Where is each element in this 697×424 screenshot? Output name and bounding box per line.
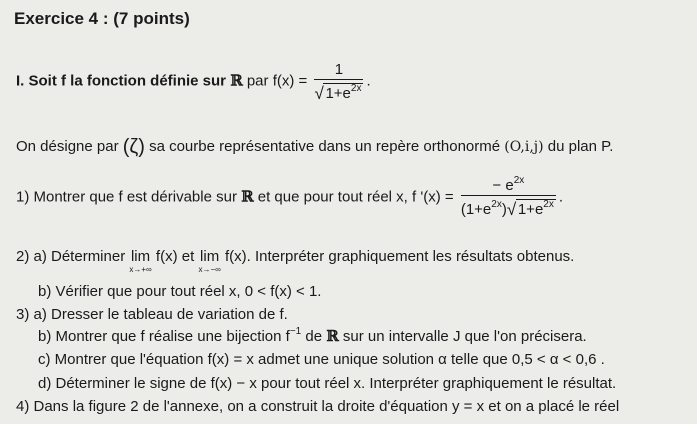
question-3b: b) Montrer que f réalise une bijection $f^{-1}$ de ℝ sur un intervalle J que l'on précisera. xyxy=(38,326,587,345)
real-set-symbol: ℝ xyxy=(326,327,339,345)
question-2a: 2) a) Déterminer lim x→+∞ f(x) et lim x→−∞ f(x). Interpréter graphiquement les résultats obtenus. xyxy=(16,248,575,274)
limit-minus-infinity: lim x→−∞ xyxy=(198,248,221,274)
limit-plus-infinity: lim x→+∞ xyxy=(129,248,152,274)
curve-symbol: (ζ) xyxy=(122,136,145,158)
question-2b: b) Vérifier que pour tout réel x, 0 < f(x) < 1. xyxy=(38,283,322,300)
question-1: 1) Montrer que f est dérivable sur ℝ et que pour tout réel x, f '(x) = − $e^{2x}$ $(1+e^{2x})$ √ $1+e^{2x}$ . xyxy=(16,175,564,219)
question-3a: 3) a) Dresser le tableau de variation de f. xyxy=(16,306,288,323)
question-3c: c) Montrer que l'équation f(x) = x admet une unique solution α telle que 0,5 < α < 0,6 . xyxy=(38,351,605,368)
real-set-symbol: ℝ xyxy=(241,187,254,206)
question-3d: d) Déterminer le signe de f(x) − x pour tout réel x. Interpréter graphiquement le résultat. xyxy=(38,375,617,392)
frame-notation: (O,i,j) xyxy=(504,139,544,155)
curve-statement: On désigne par (ζ) sa courbe représentative dans un repère orthonormé (O,i,j) du plan P. xyxy=(16,136,614,158)
real-set-symbol: ℝ xyxy=(230,71,243,90)
derivative-fraction: − $e^{2x}$ $(1+e^{2x})$ √ $1+e^{2x}$ xyxy=(460,175,554,219)
function-definition: I. Soit f la fonction définie sur ℝ par f(x) = 1 √ $1+e^{2x}$ . xyxy=(16,61,371,103)
function-fraction: 1 √ $1+e^{2x}$ xyxy=(314,61,362,103)
question-4: 4) Dans la figure 2 de l'annexe, on a construit la droite d'équation y = x et on a placé le réel xyxy=(16,398,620,415)
exercise-title: Exercice 4 : (7 points) xyxy=(14,9,190,28)
